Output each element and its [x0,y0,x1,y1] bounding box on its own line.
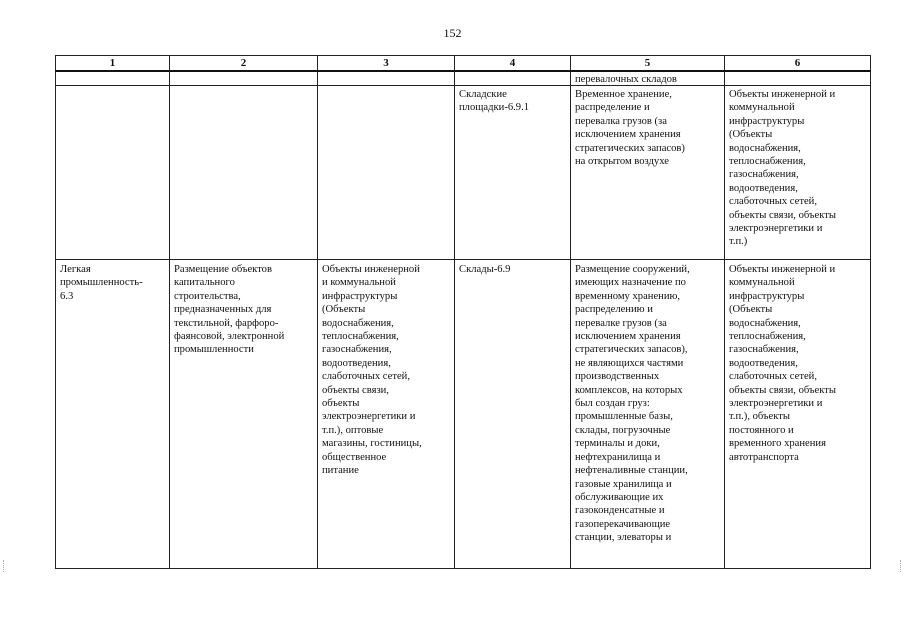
table-cell: Объекты инженерной и коммунальной инфраструктуры (Объекты водоснабжения, теплоснабжения, газоснабжения, водоотведения, слаботочных сетей, объекты связи, объекты электроэнергетики и т.п.) [725,86,871,260]
scan-edge-mark [3,560,5,572]
column-header-6: 6 [725,56,871,72]
table-row [56,260,871,569]
column-header-1: 1 [56,56,170,72]
table-header-row [56,56,871,72]
table-cell [56,86,170,260]
table-cell: Складские площадки-6.9.1 [455,86,571,260]
table-cell: перевалочных складов [571,71,725,86]
table-cell: Временное хранение, распределение и перевалка грузов (за исключением хранения стратегических запасов) на открытом воздухе [571,86,725,260]
table-cell: Объекты инженерной и коммунальной инфраструктуры (Объекты водоснабжения, теплоснабжения, газоснабжения, водоотведения, слаботочных сетей, объекты связи, объекты электроэнергетики и т.п.), объекты постоянного и временного хранения автотранспорта [725,260,871,569]
column-header-3: 3 [318,56,455,72]
table-cell: Легкая промышленность- 6.3 [56,260,170,569]
table-cell [170,86,318,260]
permitted-use-table [55,55,871,569]
scan-edge-mark [900,560,902,572]
table-row [56,71,871,86]
table-cell [725,71,871,86]
table-cell [170,71,318,86]
table-cell [318,86,455,260]
table-cell [56,71,170,86]
table-cell [455,71,571,86]
table-cell: Склады-6.9 [455,260,571,569]
table-cell: Размещение объектов капитального строительства, предназначенных для текстильной, фарфоро- фаянсовой, электронной промышленности [170,260,318,569]
column-header-4: 4 [455,56,571,72]
column-header-5: 5 [571,56,725,72]
table-cell: Размещение сооружений, имеющих назначение по временному хранению, распределению и перевалке грузов (за исключением хранения стратегических запасов), не являющихся частями производственных комплексов, на которых был создан груз: промышленные базы, склады, погрузочные терминалы и доки, нефтехранилища и нефтеналивные станции, газовые хранилища и обслуживающие их газоконденсатные и газоперекачивающие станции, элеваторы и [571,260,725,569]
table-cell: Объекты инженерной и коммунальной инфраструктуры (Объекты водоснабжения, теплоснабжения, газоснабжения, водоотведения, слаботочных сетей, объекты связи, объекты электроэнергетики и т.п.), оптовые магазины, гостиницы, общественное питание [318,260,455,569]
table-row [56,86,871,260]
table-cell [318,71,455,86]
column-header-2: 2 [170,56,318,72]
page-number: 152 [443,26,462,40]
